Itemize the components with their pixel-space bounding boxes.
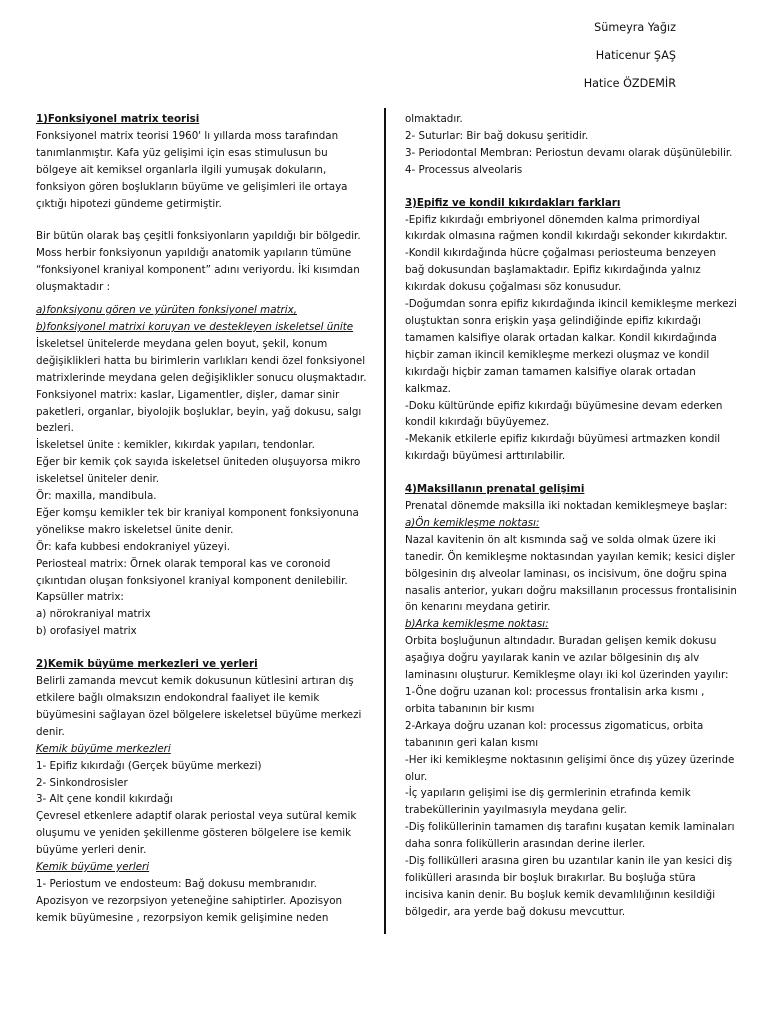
- section-heading: 2)Kemik büyüme merkezleri ve yerleri: [36, 658, 258, 671]
- paragraph: Bir bütün olarak baş çeşitli fonksiyonların yapıldığı bir bölgedir. Moss herbir fonksiyonun yapıldığı anatomik yapıların tümüne “fonksiyonel kraniyal komponent” adını veriyordu. İki kısımdan oluşmaktadır :: [36, 230, 361, 294]
- paragraph: 1- Periostum ve endosteum: Bağ dokusu membranıdır. Apozisyon ve rezorpsiyon yeteneğine sahiptirler. Apozisyon kemik büyümesine , rezorpsiyon kemik gelişimine neden: [36, 877, 343, 924]
- paragraph: -Mekanik etkilerle epifiz kıkırdağı büyümesi artmazken kondil kıkırdağı büyümesi arttırılabilir.: [405, 433, 721, 463]
- spacer: [405, 179, 737, 195]
- paragraph: -Kondil kıkırdağında hücre çoğalması periosteuma benzeyen bağ dokusundan başlamaktadır. Epifiz kıkırdağında yalnız kıkırdak dokusu çoğalması söz konusudur.: [405, 247, 716, 294]
- paragraph: -Epifiz kıkırdağı embriyonel dönemden kalma primordiyal kıkırdak olmasına rağmen kondil kıkırdağı sekonder kıkırdaktır.: [405, 213, 728, 243]
- section-heading: 1)Fonksiyonel matrix teorisi: [36, 113, 200, 125]
- paragraph: İskeletsel ünite : kemikler, kıkırdak yapıları, tendonlar.: [36, 439, 315, 452]
- paragraph: Eğer komşu kemikler tek bir kraniyal komponent fonksiyonuna yönelikse makro iskeletsel ünite denir.: [36, 506, 359, 536]
- paragraph: 1-Öne doğru uzanan kol: processus frontalisin arka kısmı , orbita tabanının bir kısmı: [405, 686, 705, 715]
- authors-block: [376, 18, 676, 102]
- paragraph: 2-Arkaya doğru uzanan kol: processus zigomaticus, orbita tabanının geri kalan kısmı: [405, 719, 704, 749]
- right-column: [405, 111, 737, 921]
- paragraph: -Diş foliküllerinin tamamen dış tarafını kuşatan kemik laminaları daha sonra foliküllerin arasından derine ilerler.: [405, 821, 735, 851]
- paragraph: Ör: kafa kubbesi endokraniyel yüzeyi.: [36, 540, 231, 553]
- paragraph: Kapsüller matrix:: [36, 591, 124, 604]
- paragraph: Prenatal dönemde maksilla iki noktadan kemikleşmeye başlar:: [405, 500, 728, 513]
- section-heading: 3)Epifiz ve kondil kıkırdakları farkları: [405, 196, 621, 209]
- author-name: Haticenur ŞAŞ: [595, 49, 676, 62]
- paragraph: İskeletsel ünitelerde meydana gelen boyut, şekil, konum değişiklikleri hatta bu birimlerin varlıkları kendi özel fonksiyonel matrixlerinde meydana gelen değişiklikler sonucu oluşmaktadır.: [36, 337, 367, 384]
- subheading: b)Arka kemikleşme noktası:: [405, 618, 549, 631]
- paragraph: Nazal kavitenin ön alt kısmında sağ ve solda olmak üzere iki tanedir. Ön kemikleşme noktasından yayılan kemik; kesici dişler bölgesinin dış alveolar laminası, os incisivum, öne doğru spina nasalis anterior, yukarı doğru maksillanın processus frontalisinin ön kenarını meydana getirir.: [405, 533, 737, 614]
- paragraph: Fonksiyonel matrix: kaslar, Ligamentler, dişler, damar sinir paketleri, organlar, biyolojik boşluklar, beyin, yağ dokusu, salgı bezleri.: [36, 388, 362, 435]
- paragraph: -İç yapıların gelişimi ise diş germlerinin etrafında kemik trabeküllerinin yayılmasıyla meydana gelir.: [405, 787, 691, 817]
- paragraph: Periosteal matrix: Örnek olarak temporal kas ve coronoid çıkıntıdan oluşan fonksiyonel kraniyal komponent denilebilir.: [36, 557, 348, 587]
- paragraph: Çevresel etkenlere adaptif olarak periostal veya sutüral kemik oluşumu ve yeniden şekillenme gösteren bölgelere ise kemik büyüme yerleri denir.: [36, 810, 357, 857]
- subheading: a)Ön kemikleşme noktası:: [405, 516, 540, 529]
- left-column: [36, 111, 368, 927]
- author-name: Hatice ÖZDEMİR: [583, 77, 676, 90]
- paragraph: -Doğumdan sonra epifiz kıkırdağında ikincil kemikleşme merkezi oluştuktan sonra erişkin yaşa gelindiğinde epifiz kıkırdağı tamamen kalsifiye olarak ortadan kalkar. Kondil kıkırdağında hiçbir zaman ikincil kemikleşme merkezi oluşmaz ve kondil kıkırdağı hiçbir zaman tamamen kalsifiye olarak ortadan kalkmaz.: [405, 298, 737, 395]
- paragraph: 3- Alt çene kondil kıkırdağı: [36, 793, 173, 806]
- spacer: [36, 640, 368, 656]
- section-heading: 4)Maksillanın prenatal gelişimi: [405, 483, 585, 496]
- paragraph: a) nörokraniyal matrix: [36, 608, 151, 621]
- paragraph: Ör: maxilla, mandibula.: [36, 490, 157, 503]
- paragraph: 1- Epifiz kıkırdağı (Gerçek büyüme merkezi): [36, 759, 262, 772]
- paragraph: Orbita boşluğunun altındadır. Buradan gelişen kemik dokusu aşağıya doğru yayılarak kanin ve azılar bölgesinin dış alv laminasını oluşturur. Kemikleşme olayı iki kol üzerinden yayılır:: [405, 635, 729, 682]
- paragraph: 3- Periodontal Membran: Periostun devamı olarak düşünülebilir.: [405, 146, 733, 159]
- spacer: [405, 465, 737, 481]
- paragraph: Eğer bir kemik çok sayıda iskeletsel üniteden oluşuyorsa mikro iskeletsel üniteler denir.: [36, 456, 361, 486]
- subheading: a)fonksiyonu gören ve yürüten fonksiyonel matrix,: [36, 304, 298, 317]
- paragraph: 2- Sinkondrosisler: [36, 776, 128, 789]
- paragraph: -Doku kültüründe epifiz kıkırdağı büyümesine devam ederken kondil kıkırdağı büyüyemez.: [405, 399, 723, 429]
- subheading: b)fonksiyonel matrixi koruyan ve destekleyen iskeletsel ünite: [36, 320, 354, 333]
- author-name: Sümeyra Yağız: [594, 21, 676, 34]
- paragraph: -Diş follikülleri arasına giren bu uzantılar kanin ile yan kesici diş folikülleri arasında bir boşluk bırakırlar. Bu boşluğa stüra incisiva kanin denir. Bu boşluk kemik devamlılığının kesildiği bölgedir, ara yerde bağ dokusu mevcuttur.: [405, 855, 733, 918]
- column-divider: [384, 108, 386, 934]
- spacer: [36, 212, 368, 228]
- paragraph: Fonksiyonel matrix teorisi 1960' lı yıllarda moss tarafından tanımlanmıştır. Kafa yüz gelişimi için esas stimulusun bu bölgeye ait kemiksel organlarla ilgili yumuşak dokuların, fonksiyon gören boşlukların büyüme ve gelişimleri ile ortaya çıktığı hipotezi gündeme getirmiştir.: [36, 129, 348, 210]
- subheading: Kemik büyüme yerleri: [36, 861, 150, 874]
- subheading: Kemik büyüme merkezleri: [36, 742, 171, 755]
- paragraph: olmaktadır.: [405, 113, 463, 125]
- paragraph: 4- Processus alveolaris: [405, 163, 523, 176]
- paragraph: 2- Suturlar: Bir bağ dokusu şeritidir.: [405, 129, 589, 142]
- paragraph: -Her iki kemikleşme noktasının gelişimi önce dış yüzey üzerinde olur.: [405, 753, 735, 783]
- paragraph: b) orofasiyel matrix: [36, 625, 137, 638]
- paragraph: Belirli zamanda mevcut kemik dokusunun kütlesini artıran dış etkilere bağlı olmaksızın endokondral faaliyet ile kemik büyümesini sağlayan özel bölgelere iskeletsel büyüme merkezi denir.: [36, 675, 362, 738]
